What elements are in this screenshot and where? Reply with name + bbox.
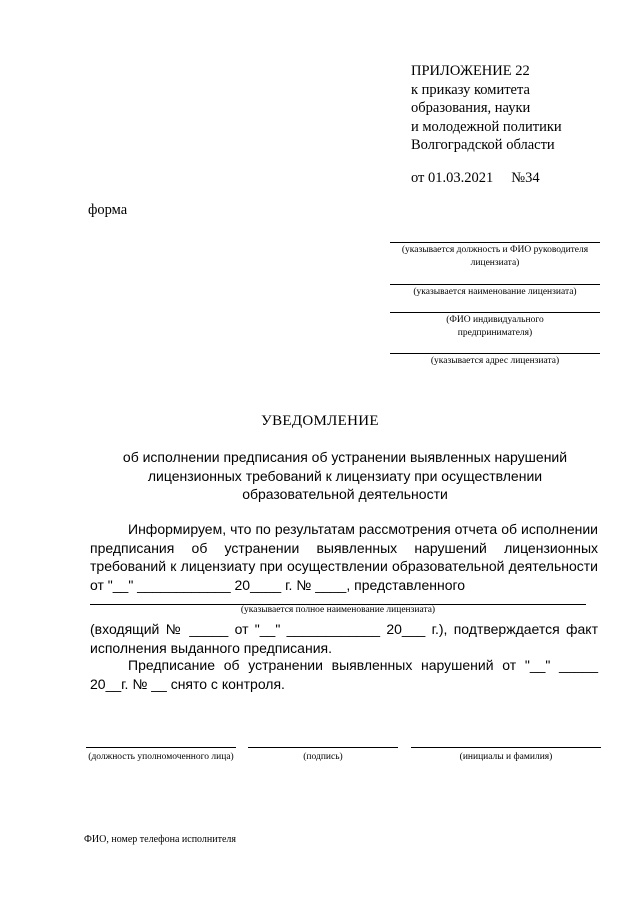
- name-signature-line[interactable]: [411, 747, 601, 748]
- signature-caption: (подпись): [303, 752, 343, 762]
- order-date: от 01.03.2021: [411, 169, 494, 186]
- appendix-block: [411, 62, 562, 187]
- body-paragraph-2: (входящий № _____ от "__" ____________ 20___ г.), подтверждается факт исполнения выданного предписания.: [90, 621, 598, 656]
- appendix-line: и молодежной политики: [411, 118, 562, 135]
- appendix-line: ПРИЛОЖЕНИЕ 22: [411, 63, 530, 79]
- appendix-line: к приказу комитета: [411, 81, 530, 98]
- header-field-caption: (ФИО индивидуального предпринимателя): [446, 315, 544, 338]
- header-field-line[interactable]: [390, 284, 600, 285]
- header-field-caption: (указывается адрес лицензиата): [430, 356, 560, 366]
- order-number: №34: [511, 169, 540, 186]
- document-title: УВЕДОМЛЕНИЕ: [261, 413, 379, 429]
- body-paragraph-3: [90, 656, 598, 693]
- form-label: форма: [88, 202, 128, 218]
- executor-footer: ФИО, номер телефона исполнителя: [84, 834, 237, 845]
- header-field-caption: (указывается наименование лицензиата): [413, 287, 577, 297]
- name-caption: (инициалы и фамилия): [459, 752, 553, 762]
- body-paragraph-1: [90, 520, 598, 594]
- position-signature-line[interactable]: [86, 747, 236, 748]
- appendix-line: образования, науки: [411, 100, 531, 116]
- header-field-line[interactable]: [390, 353, 600, 354]
- header-field-line[interactable]: [390, 312, 600, 313]
- document-subtitle: об исполнении предписания об устранении выявленных нарушений лицензионных требований к лицензиату при осуществлении образовательной деятельности: [122, 449, 568, 502]
- position-caption: (должность уполномоченного лица): [88, 752, 234, 762]
- licensee-name-caption: (указывается полное наименование лицензиата): [240, 605, 436, 615]
- signature-line[interactable]: [248, 747, 398, 748]
- header-field-line[interactable]: [390, 242, 600, 243]
- header-field-caption: (указывается должность и ФИО руководителя лицензиата): [401, 245, 589, 268]
- paragraph-text: Информируем, что по результатам рассмотрения отчета об исполнении предписания об устранении выявленных нарушений лицензионных требований к лицензиату при осуществлении образовательной деятельности от "__" ____________ 20____ г. № ____, представленного: [90, 521, 598, 593]
- appendix-line: Волгоградской области: [411, 137, 555, 153]
- order-date-line: [411, 169, 562, 188]
- paragraph-text: Предписание об устранении выявленных нарушений от "__" _____ 20__г. № __ снято с контроля.: [90, 657, 598, 692]
